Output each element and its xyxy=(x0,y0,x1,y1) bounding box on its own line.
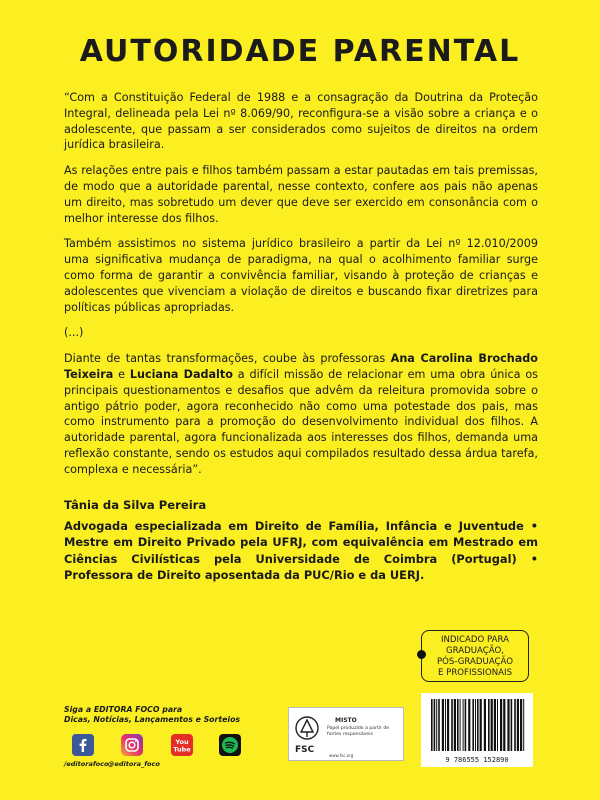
paragraph-1: “Com a Constituição Federal de 1988 e a consagração da Doutrina da Proteção Integral, delineada pela Lei nº 8.069/90, reconfigura-se a visão sobre a criança e o adolescente, que passam a ser considerados como sujeitos de direitos na ordem jurídica brasileira. xyxy=(64,91,538,152)
editor-name-2: Luciana Dadalto xyxy=(129,367,233,381)
facebook-icon xyxy=(72,734,94,756)
instagram-handle: @editora_foco xyxy=(108,760,160,768)
indicated-for-box xyxy=(421,630,529,682)
instagram-link[interactable] xyxy=(121,734,143,756)
barcode-bar xyxy=(491,699,493,751)
author-bio: Advogada especializada em Direito de Família, Infância e Juventude • Mestre em Direito Privado pela UFRJ, com equivalência em Mestrado em Ciências Civilísticas pela Universidade de Coimbra (Portugal) • Professora de Direito aposentada da PUC/Rio e da UERJ. xyxy=(64,519,538,583)
facebook-handle: /editorafoco xyxy=(64,760,109,768)
barcode-bar xyxy=(445,699,446,751)
barcode-bar xyxy=(497,699,498,751)
barcode-bar xyxy=(520,699,522,751)
barcode-bar xyxy=(507,699,509,751)
fsc-site: www.fsc.org xyxy=(329,753,354,758)
barcode-bar xyxy=(475,699,476,751)
indicated-line-4: E PROFISSIONAIS xyxy=(437,668,513,678)
barcode-bar xyxy=(465,699,467,751)
follow-line-1: Siga a EDITORA FOCO para xyxy=(64,705,183,714)
indicated-line-2: GRADUAÇÃO, xyxy=(445,646,505,656)
author-name: Tânia da Silva Pereira xyxy=(64,498,207,512)
bullet-dot xyxy=(417,650,426,659)
barcode-bar xyxy=(442,699,444,751)
indicated-line-1: INDICADO PARA xyxy=(440,635,510,645)
editor-name-1: Ana Carolina Brochado Teixeira xyxy=(64,352,538,381)
isbn-barcode xyxy=(421,693,533,767)
barcode-bar xyxy=(472,699,474,751)
barcode-bar xyxy=(523,699,524,751)
spotify-link[interactable] xyxy=(219,734,241,756)
paragraph-5 xyxy=(64,351,538,477)
follow-line-2: Dicas, Notícias, Lançamentos e Sorteios xyxy=(64,715,241,724)
fsc-label xyxy=(288,707,404,761)
isbn-digits: 9 786555 152890 xyxy=(445,756,509,764)
paragraph-ellipsis: (...) xyxy=(64,326,84,340)
barcode-bar xyxy=(514,699,516,751)
indicated-line-3: PÓS-GRADUAÇÃO xyxy=(436,657,514,667)
book-title: AUTORIDADE PARENTAL xyxy=(79,34,521,69)
barcode-bar xyxy=(431,699,433,751)
youtube-link[interactable] xyxy=(171,734,193,756)
barcode-bar xyxy=(480,699,482,751)
barcode-bar xyxy=(447,699,449,751)
fsc-misto: MISTO xyxy=(335,717,357,724)
barcode-bar xyxy=(517,699,519,751)
fsc-brand: FSC xyxy=(295,745,315,755)
barcode-bar xyxy=(460,699,461,751)
barcode-bar xyxy=(503,699,505,751)
barcode-bar xyxy=(436,699,437,751)
barcode-bar xyxy=(434,699,436,751)
paragraph-5-part-b: e xyxy=(113,367,130,381)
barcode-bar xyxy=(511,699,513,751)
barcode-bar xyxy=(500,699,502,751)
barcode-bar xyxy=(454,699,456,751)
spotify-icon xyxy=(219,734,241,756)
instagram-icon xyxy=(121,734,143,756)
barcode-bars xyxy=(421,697,533,757)
barcode-bar xyxy=(463,699,464,751)
barcode-bar xyxy=(468,699,470,751)
facebook-link[interactable] xyxy=(72,734,94,756)
barcode-bar xyxy=(484,699,486,751)
paragraph-2: As relações entre pais e filhos também passam a estar pautadas em tais premissas, de modo que a autoridade parental, nesse contexto, confere aos pais não apenas um direito, mas sobretudo um dever que deve ser exercido em consonância com o melhor interesse dos filhos. xyxy=(64,164,538,225)
barcode-bar xyxy=(438,699,440,751)
paragraph-5-part-a: Diante de tantas transformações, coube às professoras xyxy=(64,352,391,366)
paragraph-3: Também assistimos no sistema jurídico brasileiro a partir da Lei nº 12.010/2009 uma significativa mudança de paradigma, na qual o acolhimento familiar surge como forma de garantir a convivência familiar, visando à proteção de crianças e adolescentes que vivenciam a violação de direitos e buscando fixar diretrizes para políticas públicas apropriadas. xyxy=(64,237,538,314)
barcode-bar xyxy=(494,699,496,751)
barcode-bar xyxy=(488,699,490,751)
back-cover-text xyxy=(64,90,538,488)
follow-text xyxy=(64,705,240,725)
svg-text:You: You xyxy=(175,738,189,746)
paragraph-5-part-c: a difícil missão de relacionar em uma obra única os principais questionamentos e desafios que advêm da releitura promovida sobre o antigo pátrio poder, agora reconhecido não como uma potestade dos pais, mas como instrumento para a promoção do desenvolvimento individual dos filhos. A autoridade parental, agora funcionalizada aos interesses dos filhos, demanda uma reflexão constante, sendo os estudos aqui compilados resultado dessa árdua tarefa, complexa e necessária”. xyxy=(64,367,539,476)
barcode-bar xyxy=(451,699,453,751)
barcode-bar xyxy=(457,699,459,751)
barcode-bar xyxy=(477,699,479,751)
fsc-text: Papel produzido a partir de fontes responsáveis xyxy=(327,726,390,737)
svg-text:Tube: Tube xyxy=(173,745,191,754)
youtube-icon xyxy=(171,734,193,756)
